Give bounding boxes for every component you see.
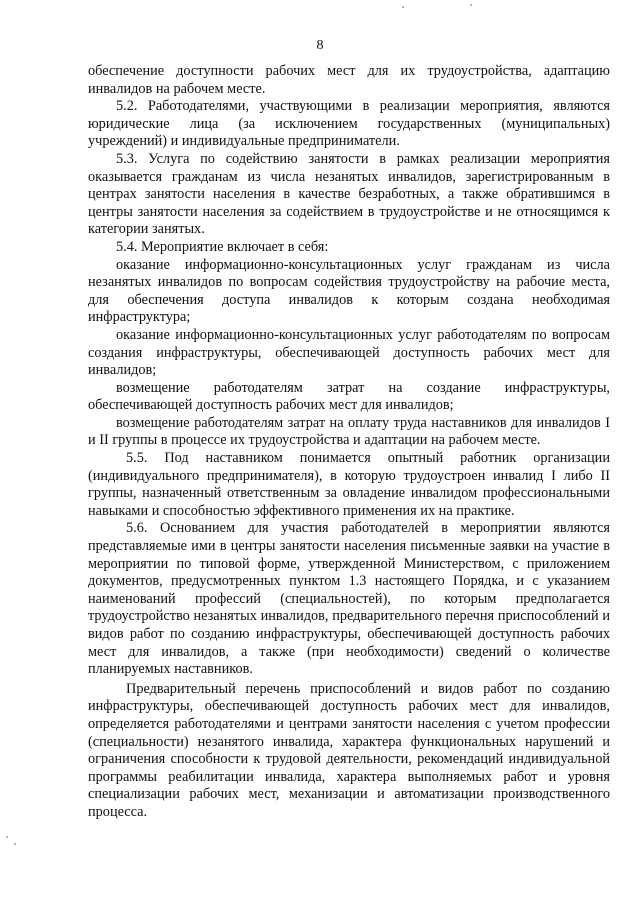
scan-speck [402,6,404,8]
paragraph-5-5: 5.5. Под наставником понимается опытный работник организации (индивидуального предпринимателя), в которую трудоустроен инвалид I либо II группы, назначенный ответственным за овладение инвалидом профессиональными навыками и способностью эффективного применения их на практике. [88,450,610,519]
list-item-compensation-mentors: возмещение работодателям затрат на оплату труда наставников для инвалидов I и II группы в процессе их трудоустройства и адаптации на рабочем месте. [88,414,610,449]
paragraph-5-6: 5.6. Основанием для участия работодателей в мероприятии являются представляемые ими в центры занятости населения письменные заявки на участие в мероприятии по типовой форме, утвержденной Министерством, с приложением документов, предусмотренных пунктом 1.3 настоящего Порядка, и с указанием наименований профессий (специальностей), по которым предполагается трудоустройство незанятых инвалидов, предварительного перечня приспособлений и видов работ по созданию инфраструктуры, обеспечивающей доступность рабочих мест для инвалидов, а также (при необходимости) сведений о количестве планируемых наставников. [88,520,610,678]
page-number: 8 [316,38,324,53]
paragraph-5-4: 5.4. Мероприятие включает в себя: [116,238,329,255]
paragraph-5-3: 5.3. Услуга по содействию занятости в рамках реализации мероприятия оказывается гражданам из числа незанятых инвалидов, зарегистрированным в центрах занятости населения в качестве безработных, а также обратившимся в центры занятости населения за содействием в трудоустройстве и не относящимся к категории занятых. [88,150,610,238]
document-body [88,63,610,822]
paragraph-continuation: обеспечение доступности рабочих мест для их трудоустройства, адаптацию инвалидов на рабочем месте. [88,63,610,97]
list-item-info-citizens: оказание информационно-консультационных услуг гражданам из числа незанятых инвалидов по вопросам содействия трудоустройству на рабочие места, для обеспечения доступа инвалидов к которым создана необходимая инфраструктура; [88,256,610,326]
scan-speck [14,843,16,845]
list-item-info-employers: оказание информационно-консультационных услуг работодателям по вопросам создания инфраструктуры, обеспечивающей доступность рабочих мест для инвалидов; [88,326,610,379]
paragraph-preliminary-list: Предварительный перечень приспособлений и видов работ по созданию инфраструктуры, обеспечивающей доступность рабочих мест для инвалидов, определяется работодателями и центрами занятости населения с учетом профессии (специальности) незанятого инвалида, характера функциональных нарушений и ограничения способности к трудовой деятельности, рекомендаций индивидуальной программы реабилитации инвалида, характера выполняемых работ и уровня специализации рабочих мест, механизации и автоматизации производственного процесса. [88,680,610,820]
paragraph-5-2: 5.2. Работодателями, участвующими в реализации мероприятия, являются юридические лица (за исключением государственных (муниципальных) учреждений) и индивидуальные предприниматели. [88,98,610,150]
scan-speck [6,836,8,838]
list-item-compensation-infrastructure: возмещение работодателям затрат на создание инфраструктуры, обеспечивающей доступность рабочих мест для инвалидов; [88,379,610,414]
scan-speck [470,4,472,6]
